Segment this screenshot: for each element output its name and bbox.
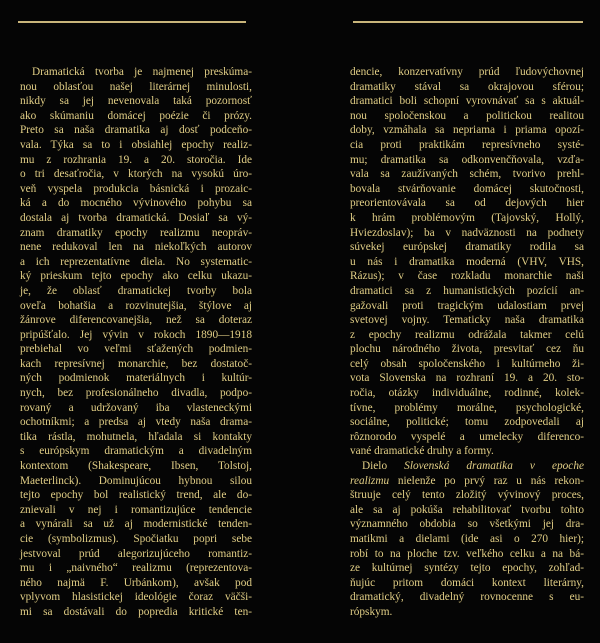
top-rule-right xyxy=(353,21,583,23)
text-line: sociálne, politické; tomu zodpovedali aj xyxy=(350,416,584,429)
italic-title: realizmu xyxy=(350,474,390,487)
text-line: Maeterlinck). Dominujúcou hybnou silou xyxy=(20,474,252,487)
text-line: gažovali proti tragickým udalostiam prvej xyxy=(350,299,584,312)
text-line: mu; dramatika sa odkonvenčňovala, vzďa- xyxy=(350,153,584,166)
text-line: cie (symbolizmus). Spočiatku popri sebe xyxy=(20,533,252,545)
text-line: dramatici boli schopní vyrovnávať sa s aktuál- xyxy=(350,95,584,108)
text-line: tejto epochy bol realistický trend, ale do- xyxy=(20,489,252,502)
text-line: tika rástla, mohutnela, hľadala si kontakty xyxy=(20,430,252,443)
text-line: o tri desaťročia, v ktorých na vysokú úro- xyxy=(20,168,252,181)
text-line: dramatiky stával sa okrajovou sférou; xyxy=(350,80,584,93)
text-line: ochotníkmi; a predsa aj vtedy naša drama- xyxy=(20,416,252,429)
text-line: nikdy sa jej nevenovala taká pozornosť xyxy=(20,95,252,108)
text-line: a vynárali sa už aj modernistické tenden- xyxy=(20,518,252,531)
text-line: robí to na ploche tzv. veľkého celku a na bá- xyxy=(350,547,584,560)
text-line: cia proti praktikám represívneho systé- xyxy=(350,138,584,151)
text-line: ký prieskum tejto epochy ako celku ukazu- xyxy=(20,270,252,283)
text-line: je, že oblasť dramatickej tvorby bola xyxy=(20,284,252,297)
text-line: dramatický, divadelný rovnocenne s eu- xyxy=(350,591,584,604)
text-line: ako skúmaniu domácej poézie či prózy. xyxy=(20,109,252,122)
text-line: ňujúc pritom domáci kontext literárny, xyxy=(350,576,584,589)
text-line: pripúšťalo. Jej vývin v rokoch 1890—1918 xyxy=(20,328,252,341)
text-line: tívne, problémy morálne, psychologické, xyxy=(350,401,584,414)
text-line: mu z rozhrania 19. a 20. storočia. Ide xyxy=(20,153,252,166)
text-line: s európskym dramatickým a divadelným xyxy=(20,445,252,458)
text-line: rôznorodo vyspelé a umelecky diferenco- xyxy=(350,430,584,443)
text-line: nou oblasťou našej literárnej minulosti, xyxy=(20,80,252,93)
text-line: vané dramatické druhy a formy. xyxy=(350,445,494,458)
text-line: veň vyspela produkcia básnická i prozaic- xyxy=(20,182,252,195)
text-line: nene redukoval len na niekoľkých autorov xyxy=(20,241,252,254)
text-line: matikmi a dielami (ide asi o 270 hier); xyxy=(350,533,584,545)
text-line: vplyvom hlasistickej ideológie čoraz väčši- xyxy=(20,591,252,604)
text-line: dramatici sa z humanistických pozícií an- xyxy=(350,284,584,297)
text-line: doby, vzmáhala sa nepriama i priama opozí- xyxy=(350,124,584,137)
text-line: ročia, otázky individuálne, rodinné, kolek- xyxy=(350,387,584,400)
text-line: súvekej európskej dramatiky rodila sa xyxy=(350,241,584,254)
right-text-column xyxy=(350,65,584,620)
text-line: rópskym. xyxy=(350,605,393,618)
left-text-column xyxy=(20,65,252,620)
text-line: realizmu nielenže po prvý raz u nás rekon- xyxy=(350,474,584,487)
top-rule-left xyxy=(18,21,246,23)
text-line: kontextom (Shakespeare, Ibsen, Tolstoj, xyxy=(20,460,252,473)
text-line: dencie, konzervatívny prúd ľudovýchovnej xyxy=(350,66,584,78)
text-line: kach represívnej monarchie, bez dostatoč- xyxy=(20,357,252,370)
text-line: významného obdobia so všetkými jej dra- xyxy=(350,518,584,531)
text-line: mi sa dostávali do popredia kritické ten- xyxy=(20,605,252,618)
text-line: oveľa bohatšia a rozvinutejšia, štýlove aj xyxy=(20,299,252,312)
text-line: bovala stvárňovanie domácej skutočnosti, xyxy=(350,182,584,195)
text-line: dostala aj tvorba dramatická. Dosiaľ sa vý- xyxy=(20,211,252,224)
text-line: nych, bez profesionálneho divadla, podpo- xyxy=(20,387,252,400)
text-line: ze kultúrnej syntézy tejto epochy, zohľad- xyxy=(350,562,584,575)
text-line: a ich reprezentatívne diela. No systematic- xyxy=(20,255,252,268)
text-line: znievali v nej i romantizujúce tendencie xyxy=(20,503,252,516)
text-line: u nás i dramatika moderná (VHV, VHS, xyxy=(350,255,584,268)
text-line: ných podmienok materiálnych i kultúr- xyxy=(20,372,252,385)
text-line: mu i „naivného“ realizmu (reprezentova- xyxy=(20,562,252,575)
text-line: celý obsah spoločenského i kultúrneho ži- xyxy=(350,357,584,370)
text-line: Preto sa naša dramatika aj dosť podceňo- xyxy=(20,124,252,137)
text-line: vota Slovenska na rozhraní 19. a 20. sto- xyxy=(350,372,584,385)
text-line: štruuje celý tento zložitý vývinový proces, xyxy=(350,489,584,502)
text-line: vala. Týka sa to i obsiahlej epochy realiz- xyxy=(20,138,252,151)
text-line: ného najmä F. Urbánkom), avšak pod xyxy=(20,576,252,589)
text-line: prebiehal vo veľmi sťažených podmien- xyxy=(20,343,252,356)
text-line: preorientovávala sa od dejových hier xyxy=(350,197,584,210)
text-line: ale sa aj pokúša rehabilitovať tvorbu tohto xyxy=(350,503,584,516)
text-line: žánrove diferencovanejšia, než sa doteraz xyxy=(20,314,252,327)
text-line: vala sa zaužívaných schém, tvorivo prehl- xyxy=(350,168,584,181)
text-line: svetovej vojny. Tematicky naša dramatika xyxy=(350,314,584,327)
text-line: jestvoval prúd alegorizujúceho romantiz- xyxy=(20,547,252,560)
text-line: rovaný a udržovaný iba vlasteneckými xyxy=(20,401,252,414)
text-line: Dielo Slovenská dramatika v epoche xyxy=(362,460,584,473)
text-line: plochu národného života, presvitať cez ňu xyxy=(350,343,584,356)
text-line: Hviezdoslav); ba v nadväznosti na podnety xyxy=(350,226,584,239)
text-line: ká a do mocného vývinového pohybu sa xyxy=(20,197,252,210)
italic-title: Slovenská dramatika v epoche xyxy=(404,460,584,473)
text-line: k hrám problémovým (Tajovský, Hollý, xyxy=(350,211,584,224)
text-line: Rázus); v čase rozkladu monarchie naši xyxy=(350,270,584,283)
text-line: Dramatická tvorba je najmenej preskúma- xyxy=(32,66,252,78)
text-line: nou spoločenskou a politickou realitou xyxy=(350,109,584,122)
text-line: znam dramatiky epochy realizmu neopráv- xyxy=(20,226,252,239)
text-line: z epochy realizmu odrážala takmer celú xyxy=(350,328,584,341)
